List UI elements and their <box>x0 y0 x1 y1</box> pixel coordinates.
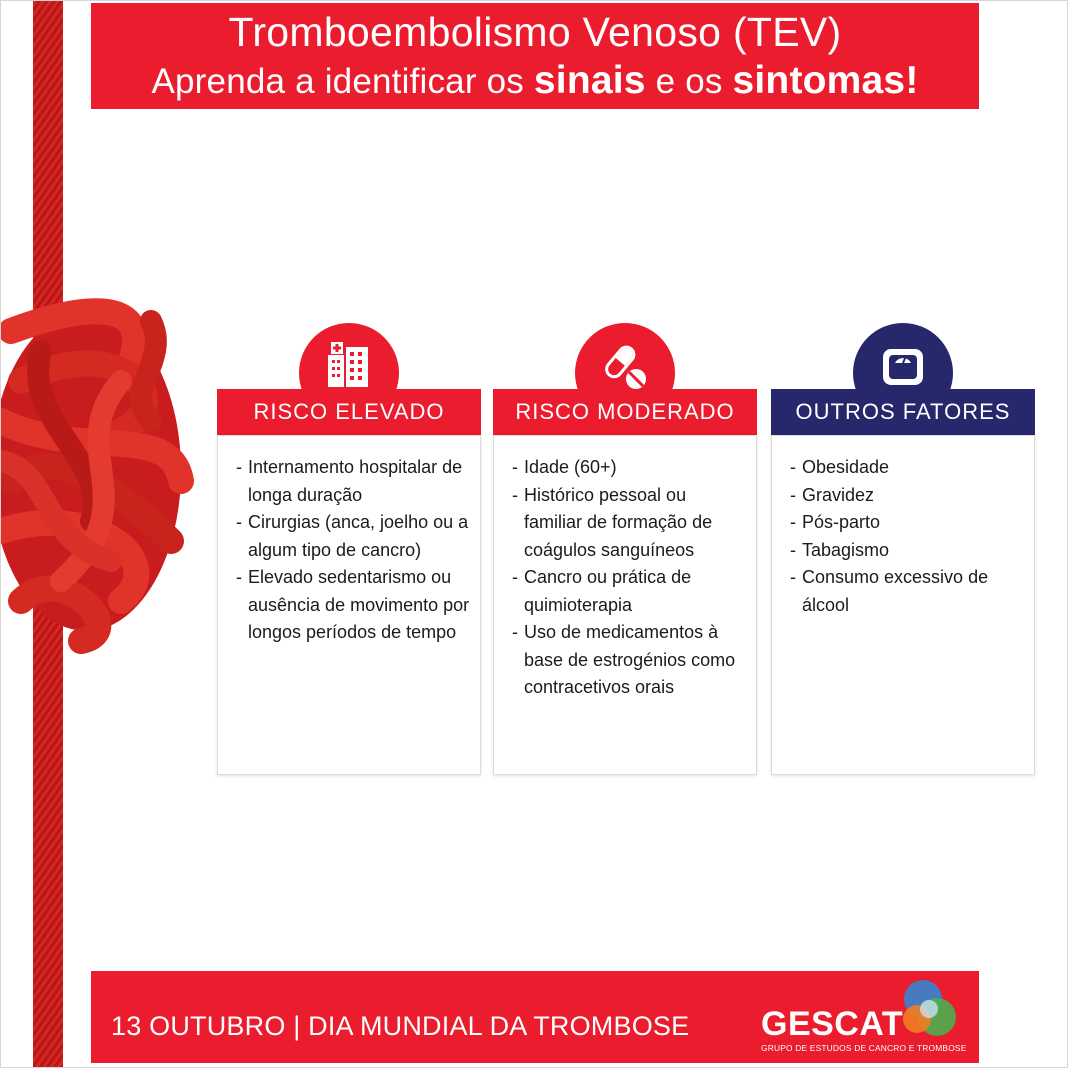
footer-banner <box>91 971 979 1063</box>
gescat-logo-name: GESCAT <box>761 1005 904 1043</box>
column-outros-fatores <box>771 323 1035 775</box>
list-item: - Cancro ou prática de quimioterapia <box>512 564 746 619</box>
column-title: RISCO MODERADO <box>493 389 757 435</box>
column-title: OUTROS FATORES <box>771 389 1035 435</box>
list-item: - Obesidade <box>790 454 1024 482</box>
risk-list <box>236 454 470 647</box>
column-risco-elevado <box>217 323 481 775</box>
column-risco-moderado <box>493 323 757 775</box>
gescat-logo-icon <box>899 977 959 1039</box>
list-item: - Internamento hospitalar de longa duração <box>236 454 470 509</box>
list-item: - Gravidez <box>790 482 1024 510</box>
pills-icon <box>600 341 650 391</box>
column-title: RISCO ELEVADO <box>217 389 481 435</box>
subtitle-bold-sinais: sinais <box>533 59 646 102</box>
gescat-logo-subtitle: GRUPO DE ESTUDOS DE CANCRO E TROMBOSE <box>761 1043 967 1053</box>
list-item: - Pós-parto <box>790 509 1024 537</box>
column-list-box <box>493 435 757 775</box>
rope-knot-illustration <box>1 1 231 1068</box>
list-item: - Consumo excessivo de álcool <box>790 564 1024 619</box>
list-item: - Elevado sedentarismo ou ausência de movimento por longos períodos de tempo <box>236 564 470 647</box>
column-list-box <box>217 435 481 775</box>
subtitle-text-start: Aprenda a identificar os <box>151 62 534 101</box>
hospital-icon <box>324 341 374 391</box>
header-banner <box>91 3 979 109</box>
list-item: - Histórico pessoal ou familiar de formação de coágulos sanguíneos <box>512 482 746 565</box>
column-list-box <box>771 435 1035 775</box>
list-item: - Tabagismo <box>790 537 1024 565</box>
risk-list <box>790 454 1024 619</box>
risk-list <box>512 454 746 702</box>
page-title: Tromboembolismo Venoso (TEV) <box>228 9 842 55</box>
subtitle-text-mid: e os <box>645 62 733 101</box>
list-item: - Cirurgias (anca, joelho ou a algum tipo de cancro) <box>236 509 470 564</box>
footer-date-text: 13 OUTUBRO | DIA MUNDIAL DA TROMBOSE <box>111 1011 690 1041</box>
subtitle-bold-sintomas: sintomas! <box>732 59 919 102</box>
list-item: - Uso de medicamentos à base de estrogénios como contracetivos orais <box>512 619 746 702</box>
scale-icon <box>878 341 928 391</box>
page-subtitle <box>91 59 979 103</box>
list-item: - Idade (60+) <box>512 454 746 482</box>
